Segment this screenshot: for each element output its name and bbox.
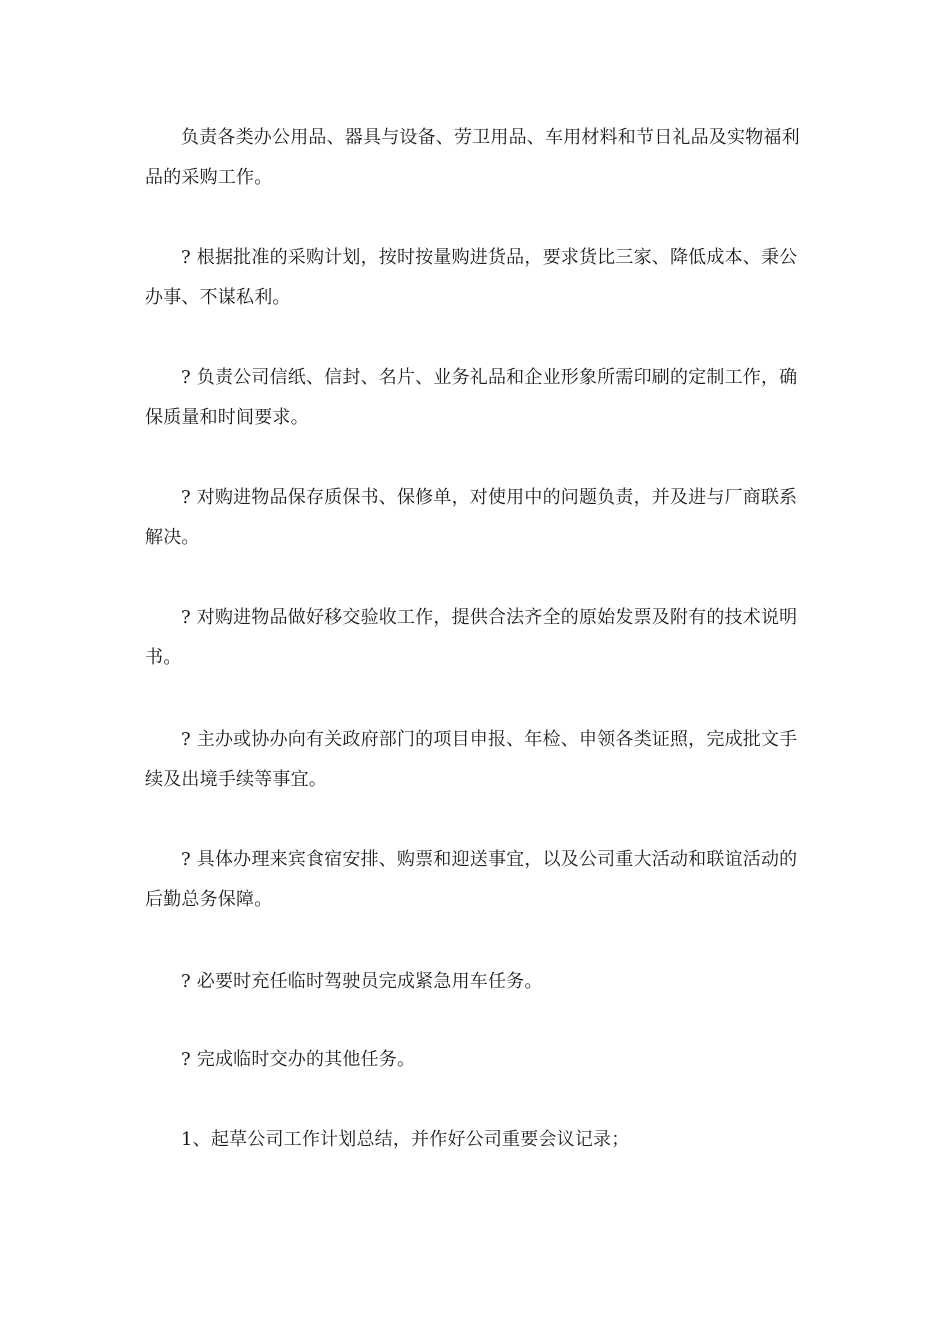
paragraph-purchase-plan: ? 根据批准的采购计划，按时按量购进货品，要求货比三家、降低成本、秉公办事、不谋私利。 <box>145 247 798 308</box>
paragraph-logistics: ? 具体办理来宾食宿安排、购票和迎送事宜，以及公司重大活动和联谊活动的后勤总务保障。 <box>145 849 798 910</box>
paragraph-procurement-scope: 负责各类办公用品、器具与设备、劳卫用品、车用材料和节日礼品及实物福利品的采购工作。 <box>145 127 800 188</box>
paragraph-warranty: ? 对购进物品保存质保书、保修单，对使用中的问题负责，并及进与厂商联系解决。 <box>145 487 798 548</box>
paragraph-printing: ? 负责公司信纸、信封、名片、业务礼品和企业形象所需印刷的定制工作，确保质量和时间要求。 <box>145 367 798 428</box>
paragraph-acceptance: ? 对购进物品做好移交验收工作，提供合法齐全的原始发票及附有的技术说明书。 <box>145 607 798 668</box>
paragraph-driving: ? 必要时充任临时驾驶员完成紧急用车任务。 <box>181 971 543 992</box>
paragraph-government-affairs: ? 主办或协办向有关政府部门的项目申报、年检、申领各类证照，完成批文手续及出境手续等事宜。 <box>145 729 798 790</box>
paragraph-other-tasks: ? 完成临时交办的其他任务。 <box>181 1049 416 1070</box>
paragraph-numbered-item-1: 1、起草公司工作计划总结，并作好公司重要会议记录； <box>181 1129 630 1150</box>
